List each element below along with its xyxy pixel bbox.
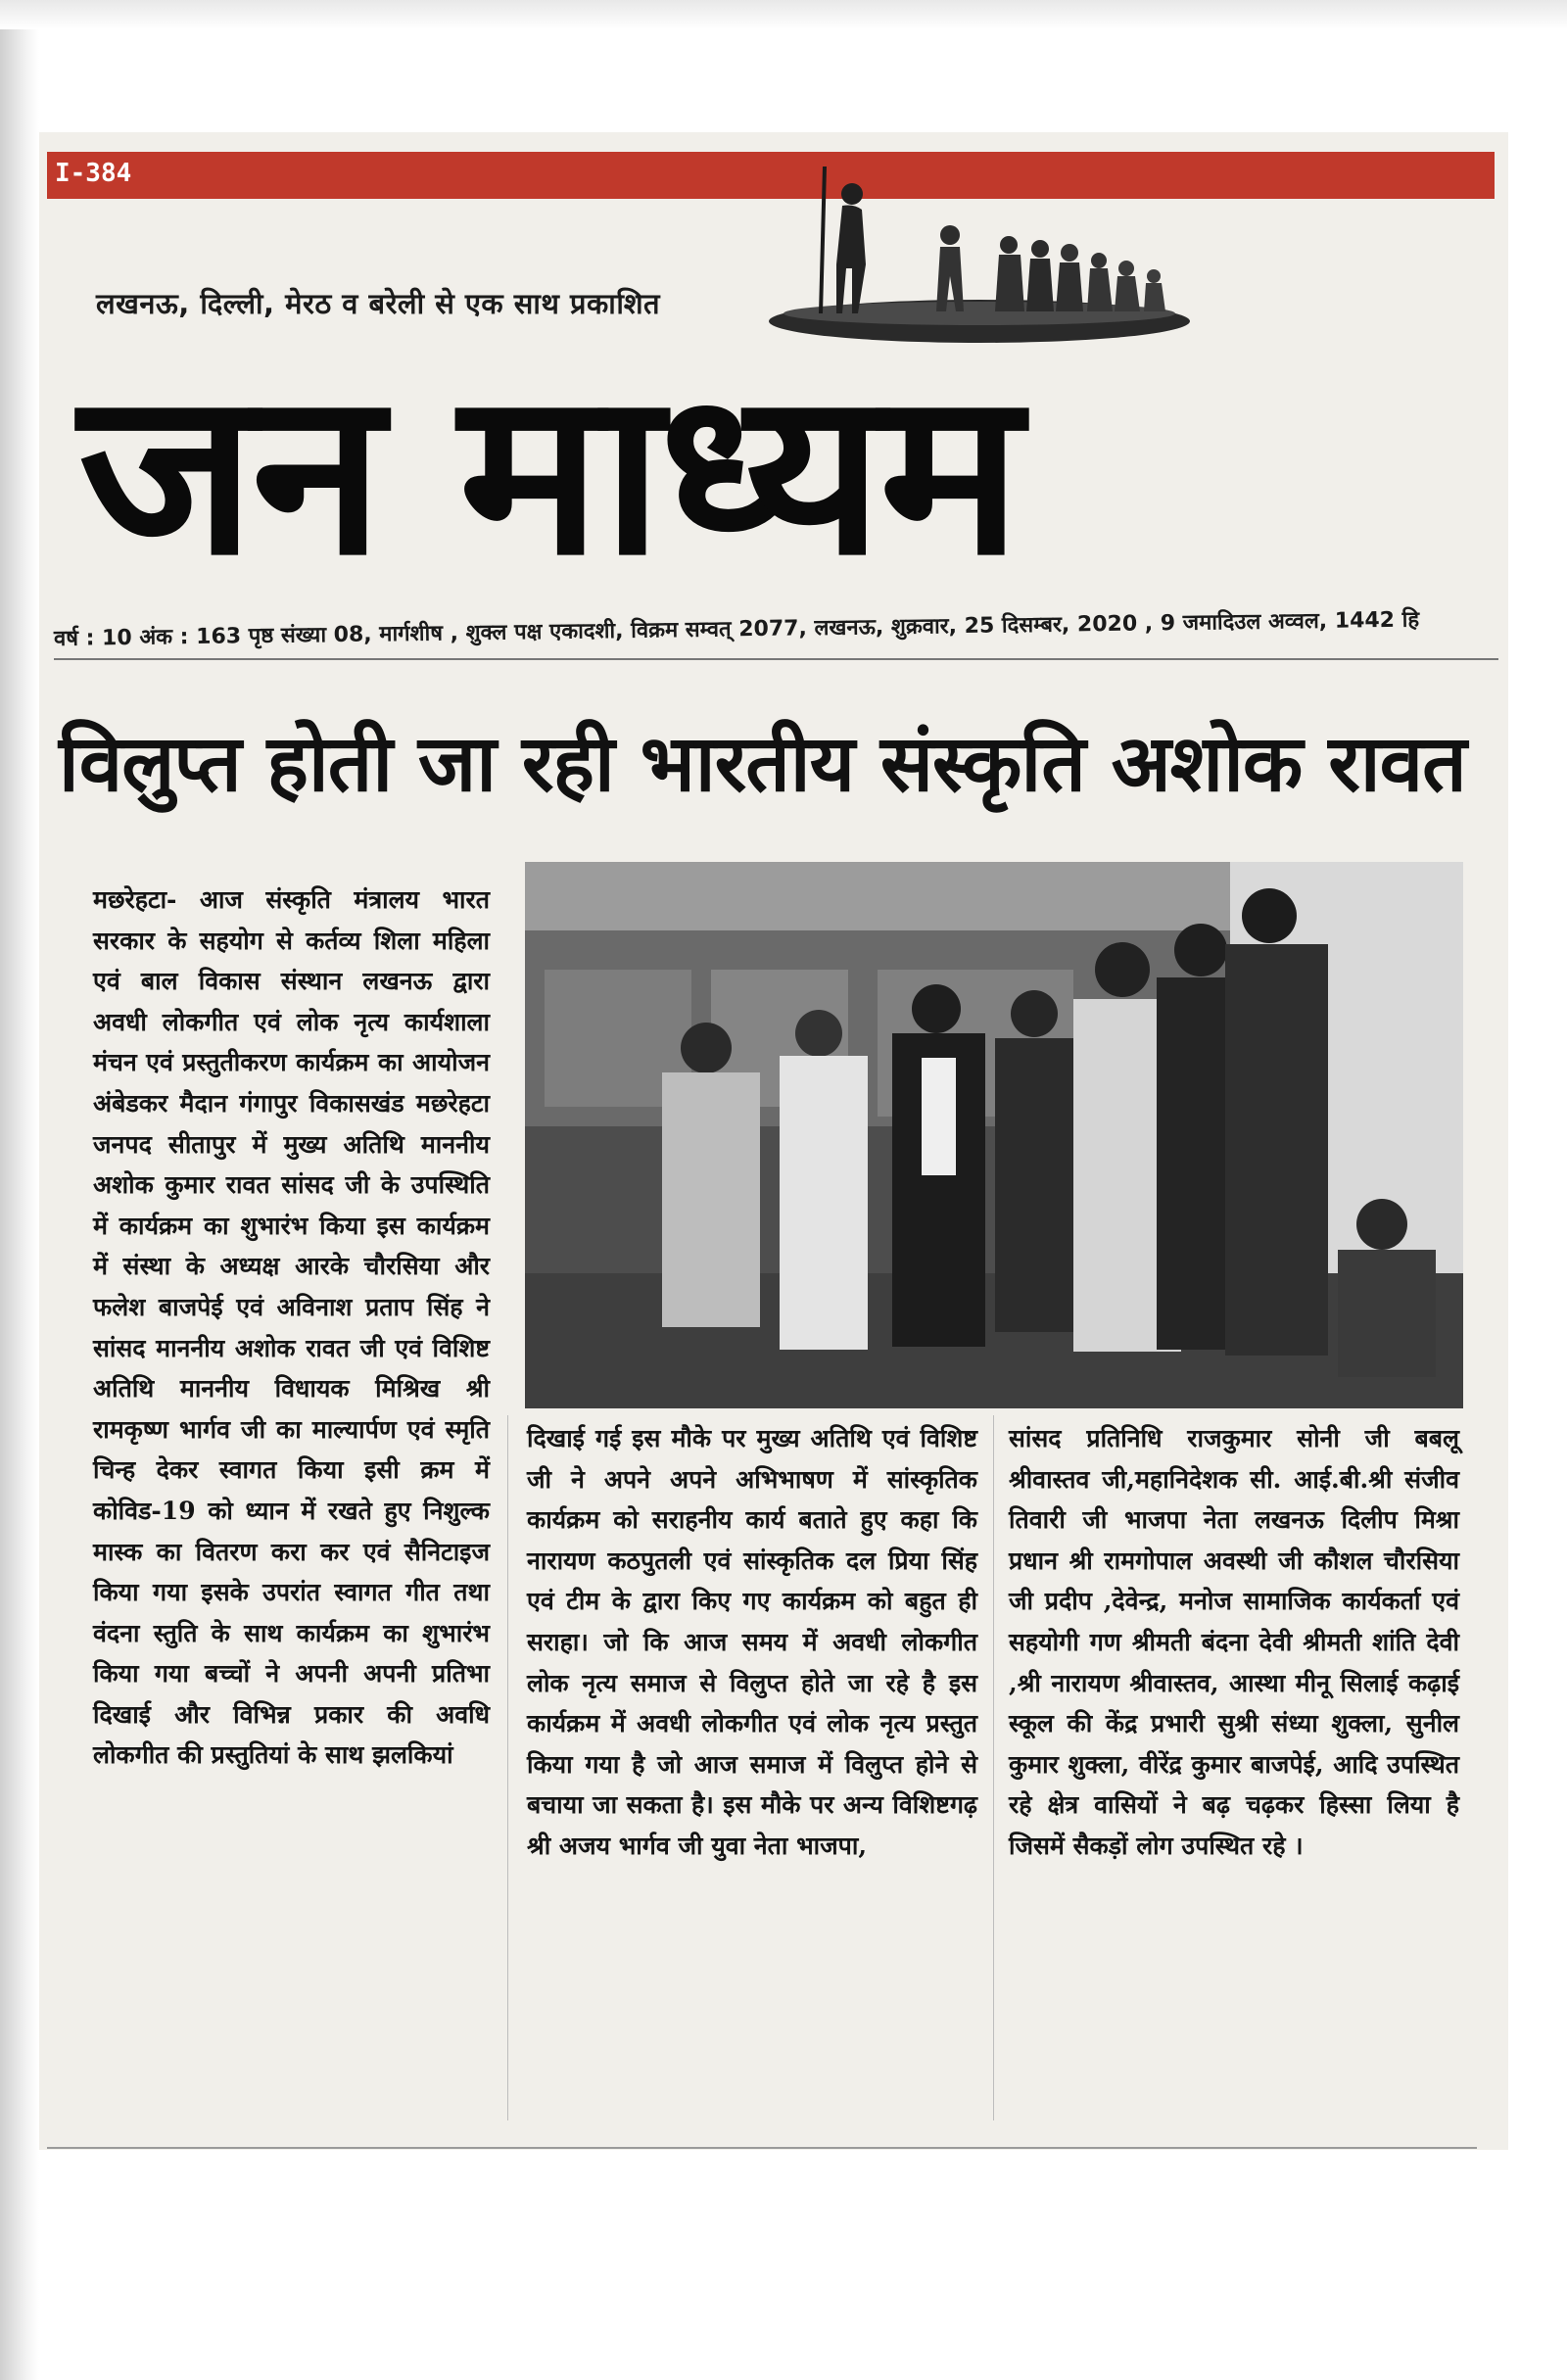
column-divider [507, 1415, 508, 2120]
masthead-divider [54, 658, 1498, 660]
event-photo [525, 862, 1463, 1408]
article-headline: विलुप्त होती जा रही भारतीय संस्कृति अशोक रावत [59, 718, 1466, 809]
issue-number: I-384 [55, 159, 132, 188]
page-shadow-top [0, 0, 1567, 29]
published-cities-line: लखनऊ, दिल्ली, मेरठ व बरेली से एक साथ प्रकाशित [96, 287, 661, 320]
article-column-3: सांसद प्रतिनिधि राजकुमार सोनी जी बबलू श्रीवास्तव जी,महानिदेशक सी. आई.बी.श्री संजीव तिवारी जी भाजपा नेता लखनऊ दिलीप मिश्रा प्रधान श्री रामगोपाल अवस्थी जी कौशल चौरसिया जी प्रदीप ,देवेन्द्र, मनोज सामाजिक कार्यकर्ता एवं सहयोगी गण श्रीमती बंदना देवी श्रीमती शांति देवी ,श्री नारायण श्रीवास्तव, आस्था मीनू सिलाई कढ़ाई स्कूल की केंद्र प्रभारी सुश्री संध्या शुक्ला, सुनील कुमार शुक्ला, वीरेंद्र कुमार बाजपेई, आदि उपस्थित रहे क्षेत्र वासियों ने बढ़ चढ़कर हिस्सा लिया है जिसमें सैकड़ों लोग उपस्थित रहे । [1009, 1424, 1459, 1860]
newspaper-title: जन माध्यम [78, 344, 1019, 605]
column-divider [993, 1415, 994, 2120]
dandi-march-statue-icon [764, 167, 1195, 343]
issue-dateline: वर्ष : 10 अंक : 163 पृष्ठ संख्या 08, मार्गशीष , शुक्ल पक्ष एकादशी, विक्रम सम्वत् 2077, लखनऊ, शुक्रवार, 25 दिसम्बर, 2020 , 9 जमादिउल अव्वल, 1442 हि [53, 607, 1420, 651]
event-photo-image [525, 862, 1463, 1408]
article-column-1: मछरेहटा- आज संस्कृति मंत्रालय भारत सरकार के सहयोग से कर्तव्य शिला महिला एवं बाल विकास संस्थान लखनऊ द्वारा अवधी लोकगीत एवं लोक नृत्य कार्यशाला मंचन एवं प्रस्तुतीकरण कार्यक्रम का आयोजन अंबेडकर मैदान गंगापुर विकासखंड मछरेहटा जनपद सीतापुर में मुख्य अतिथि माननीय अशोक कुमार रावत सांसद जी के उपस्थिति में कार्यक्रम का शुभारंभ किया इस कार्यक्रम में संस्था के अध्यक्ष आरके चौरसिया और फलेश बाजपेई एवं अविनाश प्रताप सिंह ने सांसद माननीय अशोक रावत जी एवं विशिष्ट अतिथि माननीय विधायक मिश्रिख श्री रामकृष्ण भार्गव जी का माल्यार्पण एवं स्मृति चिन्ह देकर स्वागत किया इसी क्रम में कोविड-19 को ध्यान में रखते हुए निशुल्क मास्क का वितरण करा कर एवं सैनिटाइज किया गया इसके उपरांत स्वागत गीत तथा वंदना स्तुति के साथ कार्यक्रम का शुभारंभ किया गया बच्चों ने अपनी अपनी प्रतिभा दिखाई और विभिन्न प्रकार की अवधि लोकगीत की प्रस्तुतियां के साथ झलकियां [93, 885, 490, 1770]
page-bottom-rule [47, 2147, 1477, 2149]
article-column-2: दिखाई गई इस मौके पर मुख्य अतिथि एवं विशिष्ट जी ने अपने अपने अभिभाषण में सांस्कृतिक कार्यक्रम को सराहनीय कार्य बताते हुए कहा कि नारायण कठपुतली एवं सांस्कृतिक दल प्रिया सिंह एवं टीम के द्वारा किए गए कार्यक्रम को बहुत ही सराहा। जो कि आज समय में अवधी लोकगीत लोक नृत्य समाज से विलुप्त होते जा रहे है इस कार्यक्रम में अवधी लोकगीत एवं लोक नृत्य प्रस्तुत किया गया है जो आज समाज में विलुप्त होने से बचाया जा सकता है। इस मौके पर अन्य विशिष्टगढ़ श्री अजय भार्गव जी युवा नेता भाजपा, [527, 1424, 977, 1860]
page-shadow-left [0, 0, 39, 2380]
